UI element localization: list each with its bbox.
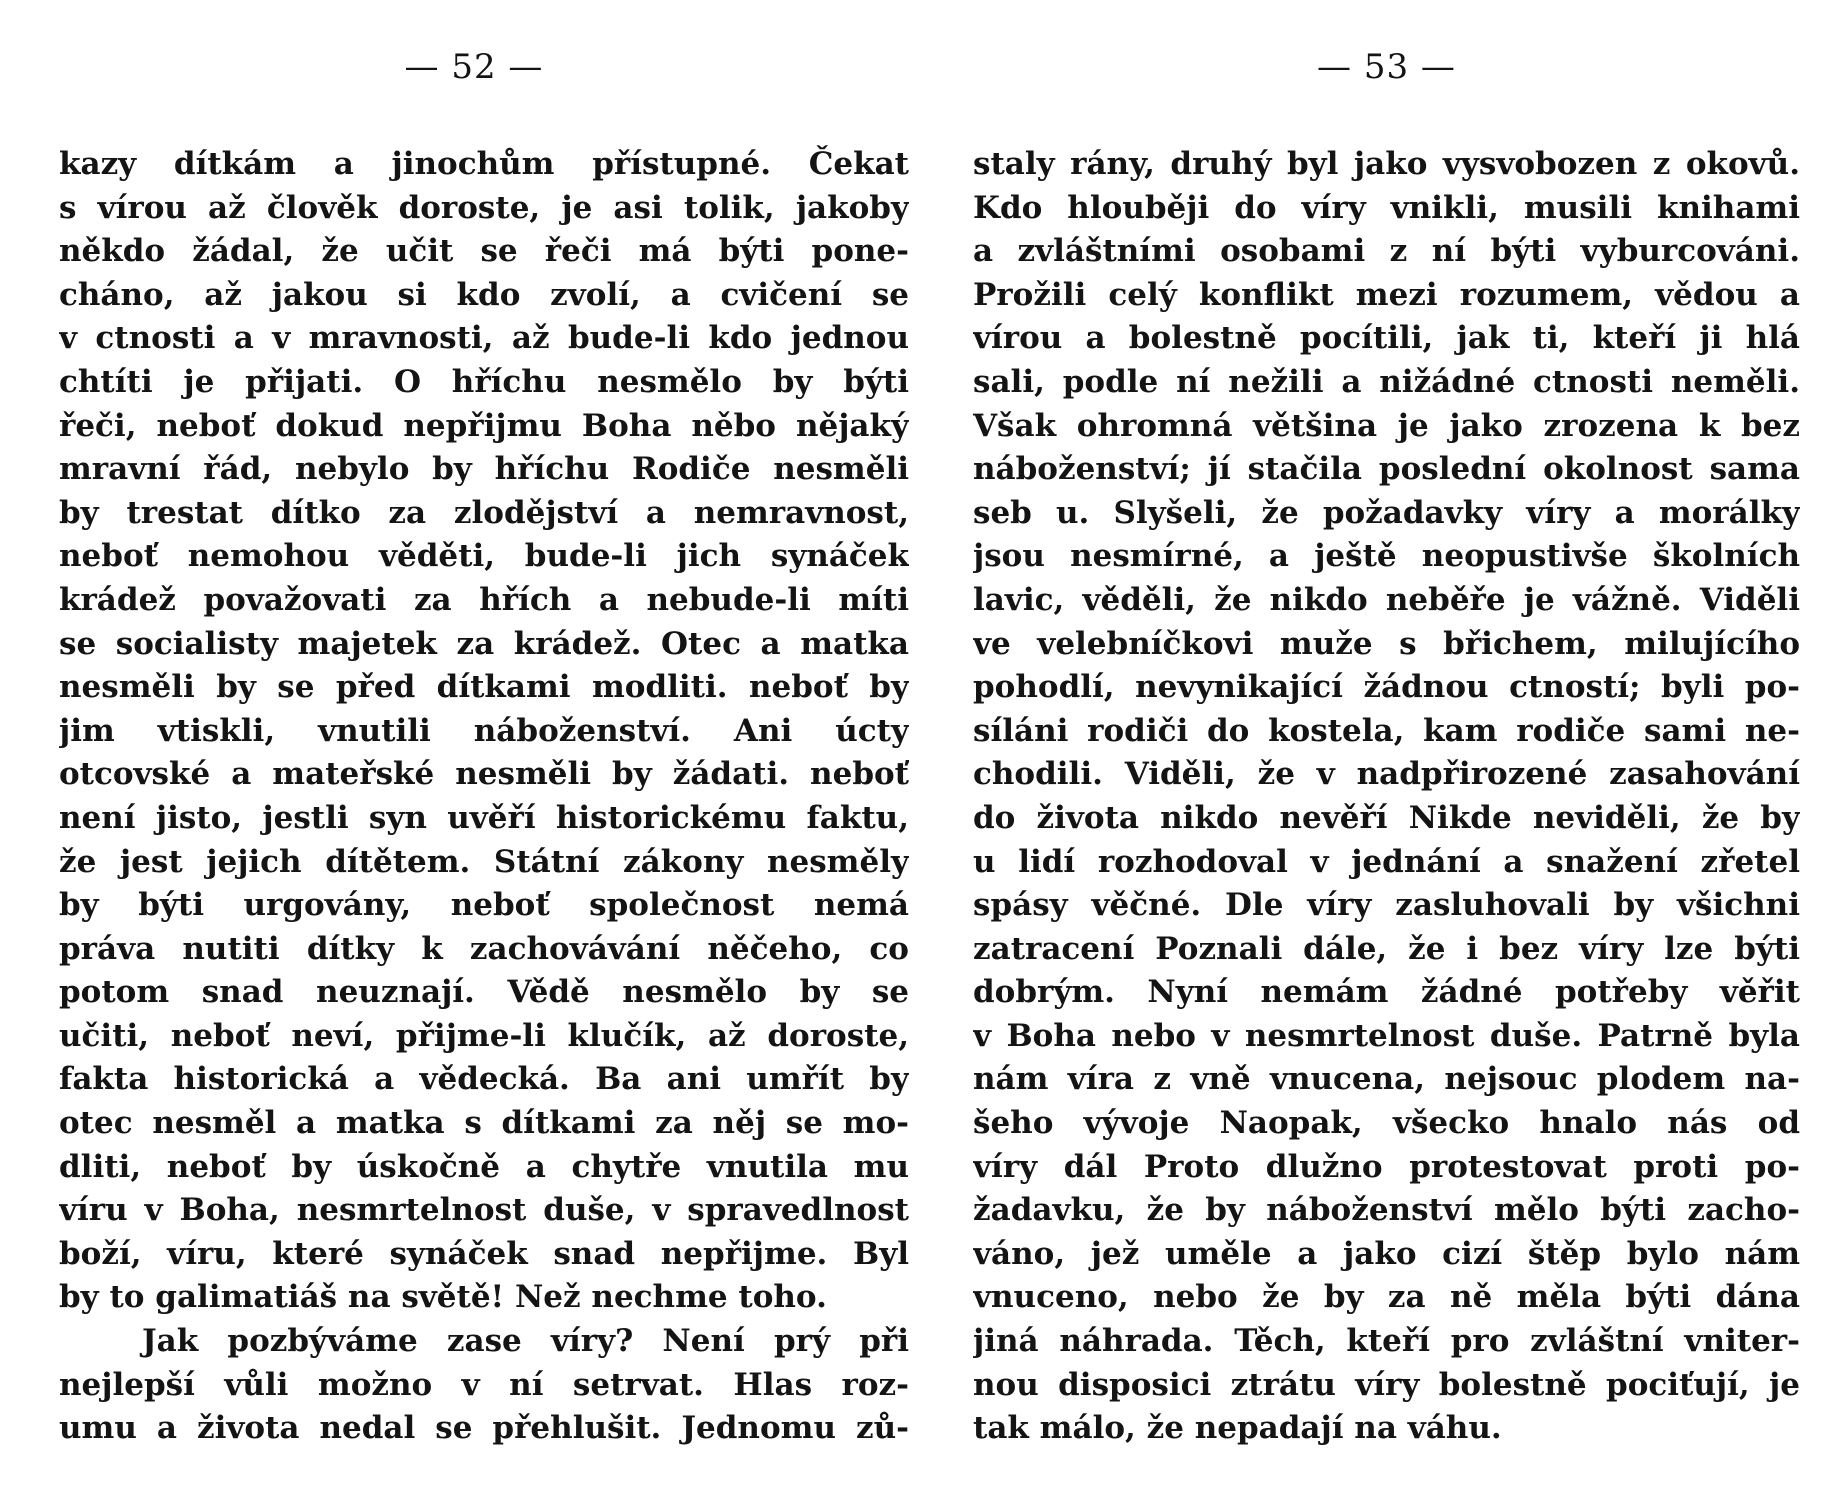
text-line: vnuceno, nebo že by za ně měla býti dána [973,1279,1800,1316]
text-line: nám víra z vně vnucena, nejsouc plodem na- [973,1061,1800,1098]
page-number-left: — 52 — [404,47,544,87]
text-line: otcovské a mateřské nesměli by žádati. neboť [59,756,909,793]
text-line: by býti urgovány, neboť společnost nemá [59,887,909,924]
text-line: sali, podle ní nežili a nižádné ctnosti neměli. [973,363,1800,400]
text-line: jiná náhrada. Těch, kteří pro zvláštní vniter- [973,1323,1800,1360]
text-line: zatracení Poznali dále, že i bez víry lze býti [973,930,1800,967]
text-line: vírou a bolestně pocítili, jak ti, kteří ji hlá [973,320,1800,357]
text-line: otec nesměl a matka s dítkami za něj se mo- [59,1105,909,1142]
page-number-right: — 53 — [1317,47,1456,87]
text-line: potom snad neuznají. Vědě nesmělo by se [59,974,909,1011]
text-line: v ctnosti a v mravnosti, až bude-li kdo jednou [59,320,909,357]
text-line: práva nutiti dítky k zachovávání něčeho, co [59,930,909,967]
text-line: chodili. Viděli, že v nadpřirozené zasahování [973,756,1800,793]
text-line: víry dál Proto dlužno protestovat proti po- [973,1148,1800,1185]
text-line: a zvláštními osobami z ní býti vyburcováni. [973,233,1800,270]
text-line: se socialisty majetek za krádež. Otec a matka [59,625,909,662]
text-line: víru v Boha, nesmrtelnost duše, v spravedlnost [59,1192,909,1229]
text-line: lavic, věděli, že nikdo neběře je vážně. Viděli [973,581,1800,618]
text-line-indented: Jak pozbýváme zase víry? Není prý při [142,1323,909,1360]
text-line: by trestat dítko za zlodějství a nemravnost, [59,494,909,531]
text-line: cháno, až jakou si kdo zvolí, a cvičení se [59,276,909,313]
text-line: Však ohromná většina je jako zrozena k bez [973,407,1800,444]
text-line: spásy věčné. Dle víry zasluhovali by všichni [973,887,1800,924]
text-line: jsou nesmírné, a ještě neopustivše školních [973,538,1800,575]
text-line: krádež považovati za hřích a nebude-li míti [59,581,909,618]
text-line: nejlepší vůli možno v ní setrvat. Hlas roz- [59,1366,909,1403]
text-line: s vírou až člověk doroste, je asi tolik, jakoby [59,189,909,226]
text-line: boží, víru, které synáček snad nepřijme. Byl [59,1235,909,1272]
text-line: někdo žádal, že učit se řeči má býti pone- [59,233,909,270]
text-line: mravní řád, nebylo by hříchu Rodiče nesměli [59,451,909,488]
text-line: ve velebníčkovi muže s břichem, milujícího [973,625,1800,662]
text-line: v Boha nebo v nesmrtelnost duše. Patrně byla [973,1017,1800,1054]
text-line: umu a života nedal se přehlušit. Jednomu zů- [59,1410,909,1447]
text-line: u lidí rozhodoval v jednání a snažení zřetel [973,843,1800,880]
text-line: nesměli by se před dítkami modliti. neboť by [59,669,909,706]
text-line: kazy dítkám a jinochům přístupné. Čekat [59,146,909,182]
text-line: řeči, neboť dokud nepřijmu Boha něbo nějaký [59,407,909,444]
text-line: tak málo, že nepadají na váhu. [973,1410,1502,1447]
text-line: síláni rodiči do kostela, kam rodiče sami ne- [973,712,1800,749]
text-line: chtíti je přijati. O hříchu nesmělo by býti [59,363,909,400]
text-line: fakta historická a vědecká. Ba ani umřít by [59,1061,909,1098]
text-line: dliti, neboť by úskočně a chytře vnutila mu [59,1148,909,1185]
text-line: učiti, neboť neví, přijme-li klučík, až doroste, [59,1017,909,1054]
text-line: není jisto, jestli syn uvěří historickému faktu, [59,799,909,836]
text-line: jim vtiskli, vnutili náboženství. Ani úcty [59,712,909,749]
text-line: náboženství; jí stačila poslední okolnost sama [973,451,1800,488]
text-line: žadavku, že by náboženství mělo býti zacho- [973,1192,1800,1229]
text-line: staly rány, druhý byl jako vysvobozen z okovů. [973,146,1800,182]
text-line: pohodlí, nevynikající žádnou ctností; byli po- [973,669,1800,706]
text-line: neboť nemohou věděti, bude-li jich synáček [59,538,909,575]
text-line: váno, jež uměle a jako cizí štěp bylo nám [973,1235,1800,1272]
text-line: nou disposici ztrátu víry bolestně pociťují, je [973,1366,1800,1403]
text-line: dobrým. Nyní nemám žádné potřeby věřit [973,974,1800,1011]
text-line: by to galimatiáš na světě! Než nechme toho. [59,1279,827,1316]
text-line: že jest jejich dítětem. Státní zákony nesměly [59,843,909,880]
text-line: seb u. Slyšeli, že požadavky víry a morálky [973,494,1800,531]
text-line: Prožili celý konflikt mezi rozumem, vědou a [973,276,1800,313]
right-page-text [973,143,1800,1451]
text-line: šeho vývoje Naopak, všecko hnalo nás od [973,1105,1800,1142]
text-line: do života nikdo nevěří Nikde neviděli, že by [973,799,1800,836]
text-line: Kdo hlouběji do víry vnikli, musili knihami [973,189,1800,226]
left-page-text [59,143,909,1451]
